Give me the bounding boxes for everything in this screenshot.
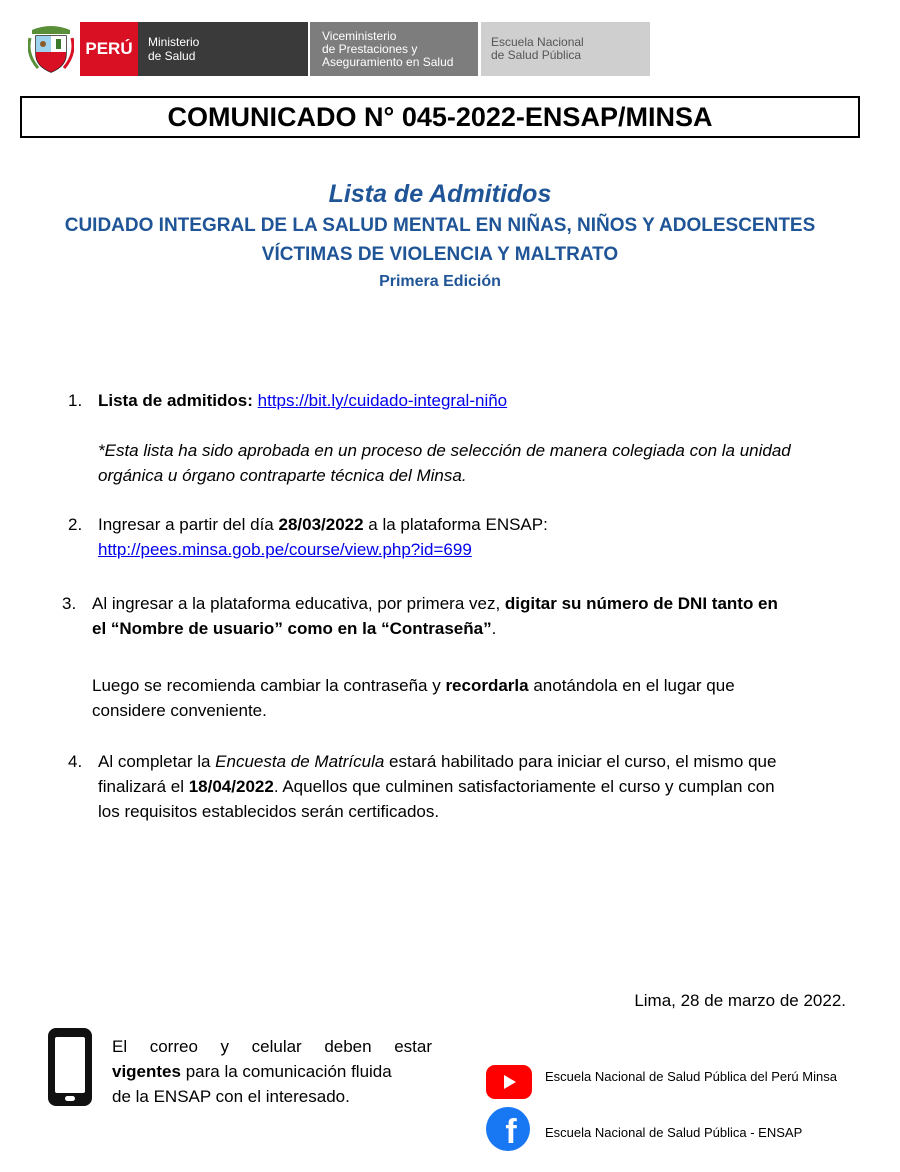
- youtube-channel-label: Escuela Nacional de Salud Pública del Perú Minsa: [545, 1069, 837, 1084]
- notice-text: El correo y celular deben estar: [112, 1037, 432, 1056]
- viceministerio-line: Aseguramiento en Salud: [322, 54, 454, 69]
- ministerio-block: [138, 22, 308, 76]
- item-text: Luego se recomienda cambiar la contraseña y: [92, 676, 446, 695]
- viceministerio-line: Viceministerio: [322, 28, 397, 43]
- edition-label: Primera Edición: [379, 273, 501, 290]
- item-text: . Aquellos que culminen satisfactoriamente el curso y cumplan con: [273, 777, 775, 796]
- notice-text: para la comunicación fluida: [180, 1062, 392, 1081]
- survey-name: Encuesta de Matrícula: [215, 752, 385, 771]
- item-bold-text: recordarla: [445, 676, 529, 695]
- viceministerio-block: [310, 22, 478, 76]
- note-line: *Esta lista ha sido aprobada en un proceso de selección de manera colegiada con la unidad: [98, 441, 791, 460]
- list-item-3: [62, 591, 778, 641]
- list-item-4: [68, 749, 776, 824]
- facebook-icon[interactable]: [486, 1107, 530, 1151]
- item-text: finalizará el: [98, 777, 189, 796]
- platform-link[interactable]: http://pees.minsa.gob.pe/course/view.php?id=699: [98, 540, 472, 559]
- escuela-line: de Salud Pública: [491, 48, 582, 62]
- course-title-line1: CUIDADO INTEGRAL DE LA SALUD MENTAL EN NIÑAS, NIÑOS Y ADOLESCENTES: [64, 215, 816, 236]
- item-text: Ingresar a partir del día: [98, 515, 279, 534]
- item-text: Al ingresar a la plataforma educativa, por primera vez,: [92, 594, 505, 613]
- peru-brand-block: [80, 22, 138, 76]
- recommendation-paragraph: [92, 673, 735, 723]
- phone-button-shape: [65, 1096, 75, 1101]
- item-number: 3.: [62, 594, 77, 613]
- item-text: los requisitos establecidos serán certificados.: [98, 802, 440, 821]
- ministerio-line: de Salud: [148, 49, 196, 63]
- end-date: 18/04/2022: [188, 777, 274, 796]
- facebook-page-label: Escuela Nacional de Salud Pública - ENSAP: [545, 1125, 803, 1140]
- item-text: anotándola en el lugar que: [528, 676, 735, 695]
- item-text: Al completar la: [98, 752, 216, 771]
- viceministerio-line: de Prestaciones y: [322, 41, 418, 56]
- item-number: 4.: [68, 752, 83, 771]
- item-number: 1.: [68, 391, 83, 410]
- item-bold-text: el “Nombre de usuario” como en la “Contraseña”: [92, 619, 492, 638]
- lista-title: Lista de Admitidos: [328, 180, 552, 208]
- start-date: 28/03/2022: [278, 515, 364, 534]
- date-place: Lima, 28 de marzo de 2022.: [634, 991, 846, 1010]
- comunicado-title: [20, 96, 860, 138]
- notice-bold: vigentes: [112, 1062, 181, 1081]
- approval-note: [98, 438, 791, 488]
- list-item-2: [68, 512, 548, 562]
- item-number: 2.: [68, 515, 83, 534]
- escuela-line: Escuela Nacional: [491, 35, 584, 49]
- item-text: estará habilitado para iniciar el curso, el mismo que: [384, 752, 777, 771]
- escuela-block: [481, 22, 650, 76]
- item-text: considere conveniente.: [92, 701, 267, 720]
- list-item-1: [68, 388, 507, 413]
- phone-screen-shape: [55, 1037, 85, 1093]
- item-text: .: [491, 619, 497, 638]
- ministerio-line: Ministerio: [148, 35, 200, 49]
- note-line: orgánica u órgano contraparte técnica del Minsa.: [98, 466, 467, 485]
- admitidos-label: Lista de admitidos:: [98, 391, 253, 410]
- peru-coat-of-arms-logo: [28, 24, 74, 74]
- facebook-glyph: f: [505, 1113, 517, 1151]
- peru-label: PERÚ: [85, 39, 133, 58]
- notice-text: de la ENSAP con el interesado.: [112, 1087, 350, 1106]
- admitidos-link[interactable]: https://bit.ly/cuidado-integral-niño: [257, 391, 508, 410]
- contact-notice: [112, 1034, 432, 1109]
- comunicado-text: COMUNICADO N° 045-2022-ENSAP/MINSA: [167, 101, 713, 132]
- youtube-icon[interactable]: [486, 1065, 532, 1099]
- course-title-line2: VÍCTIMAS DE VIOLENCIA Y MALTRATO: [261, 244, 619, 265]
- notice-line-1: [112, 1034, 432, 1059]
- item-text: a la plataforma ENSAP:: [363, 515, 548, 534]
- item-bold-text: digitar su número de DNI tanto en: [504, 594, 778, 613]
